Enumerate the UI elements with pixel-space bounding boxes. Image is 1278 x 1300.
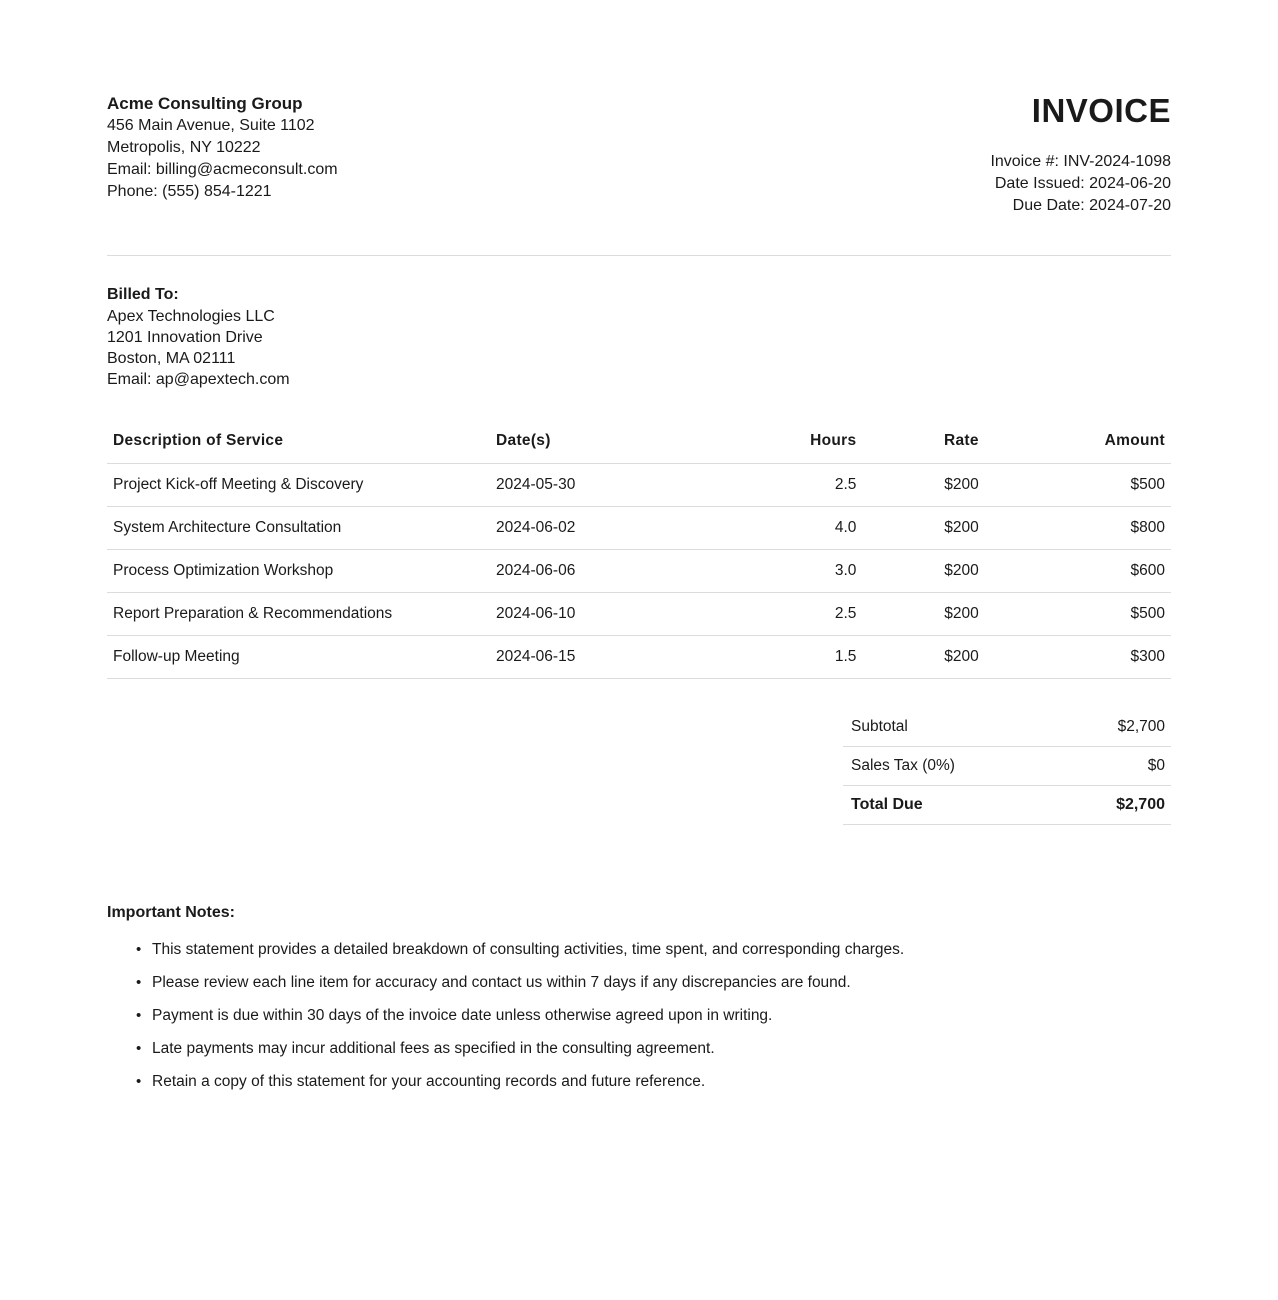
company-name: Acme Consulting Group [107,94,303,113]
header-divider [107,255,1171,256]
company-email: Email: billing@acmeconsult.com [107,161,338,178]
service-rate: $200 [862,550,984,593]
notes-list [107,939,1171,1092]
company-info [107,93,338,203]
table-row [107,550,1171,593]
service-dates: 2024-06-15 [490,636,724,679]
service-description: Project Kick-off Meeting & Discovery [107,464,490,507]
totals-section [843,708,1171,825]
table-row [107,507,1171,550]
column-header-description: Description of Service [107,422,490,464]
total-due-row [843,786,1171,825]
service-amount: $800 [985,507,1171,550]
billed-to-address-line-2: Boston, MA 02111 [107,350,236,367]
service-hours: 2.5 [724,464,862,507]
service-amount: $500 [985,464,1171,507]
billed-to-name: Apex Technologies LLC [107,308,275,325]
billed-to-heading: Billed To: [107,286,179,303]
service-rate: $200 [862,464,984,507]
company-phone: Phone: (555) 854-1221 [107,183,272,200]
column-header-rate: Rate [862,422,984,464]
column-header-hours: Hours [724,422,862,464]
service-amount: $300 [985,636,1171,679]
table-row [107,464,1171,507]
invoice-title: INVOICE [1031,92,1171,129]
sales-tax-row [843,747,1171,786]
table-row [107,636,1171,679]
service-dates: 2024-05-30 [490,464,724,507]
subtotal-label: Subtotal [851,718,908,735]
services-table [107,422,1171,679]
column-header-amount: Amount [985,422,1171,464]
service-description: Report Preparation & Recommendations [107,593,490,636]
service-amount: $600 [985,550,1171,593]
invoice-due-date: Due Date: 2024-07-20 [1012,197,1171,214]
list-item: • Late payments may incur additional fees as specified in the consulting agreement. [152,1038,1171,1059]
invoice-header [107,93,1171,217]
company-address-line-2: Metropolis, NY 10222 [107,139,261,156]
list-item: • Payment is due within 30 days of the invoice date unless otherwise agreed upon in writing. [152,1005,1171,1026]
service-description: System Architecture Consultation [107,507,490,550]
service-hours: 2.5 [724,593,862,636]
subtotal-row [843,708,1171,747]
service-dates: 2024-06-06 [490,550,724,593]
service-description: Process Optimization Workshop [107,550,490,593]
service-description: Follow-up Meeting [107,636,490,679]
service-dates: 2024-06-10 [490,593,724,636]
sales-tax-value: $0 [1147,757,1165,774]
company-address-line-1: 456 Main Avenue, Suite 1102 [107,117,315,134]
notes-section [107,903,1171,1092]
notes-heading: Important Notes: [107,904,235,921]
sales-tax-label: Sales Tax (0%) [851,757,955,774]
invoice-date-issued: Date Issued: 2024-06-20 [994,175,1171,192]
service-hours: 1.5 [724,636,862,679]
column-header-dates: Date(s) [490,422,724,464]
service-rate: $200 [862,593,984,636]
service-hours: 3.0 [724,550,862,593]
list-item: • Retain a copy of this statement for your accounting records and future reference. [152,1071,1171,1092]
billed-to-section [107,284,1171,390]
service-dates: 2024-06-02 [490,507,724,550]
invoice-meta [990,151,1171,217]
services-table-header-row [107,422,1171,464]
service-rate: $200 [862,636,984,679]
subtotal-value: $2,700 [1117,718,1165,735]
table-row [107,593,1171,636]
list-item: • Please review each line item for accuracy and contact us within 7 days if any discrepancies are found. [152,972,1171,993]
list-item: • This statement provides a detailed breakdown of consulting activities, time spent, and corresponding charges. [152,939,1171,960]
service-amount: $500 [985,593,1171,636]
total-due-label: Total Due [851,796,923,813]
invoice-title-block [990,93,1171,217]
service-hours: 4.0 [724,507,862,550]
billed-to-address-line-1: 1201 Innovation Drive [107,329,263,346]
invoice-number: Invoice #: INV-2024-1098 [990,153,1171,170]
total-due-value: $2,700 [1116,796,1165,813]
billed-to-email: Email: ap@apextech.com [107,371,290,388]
service-rate: $200 [862,507,984,550]
